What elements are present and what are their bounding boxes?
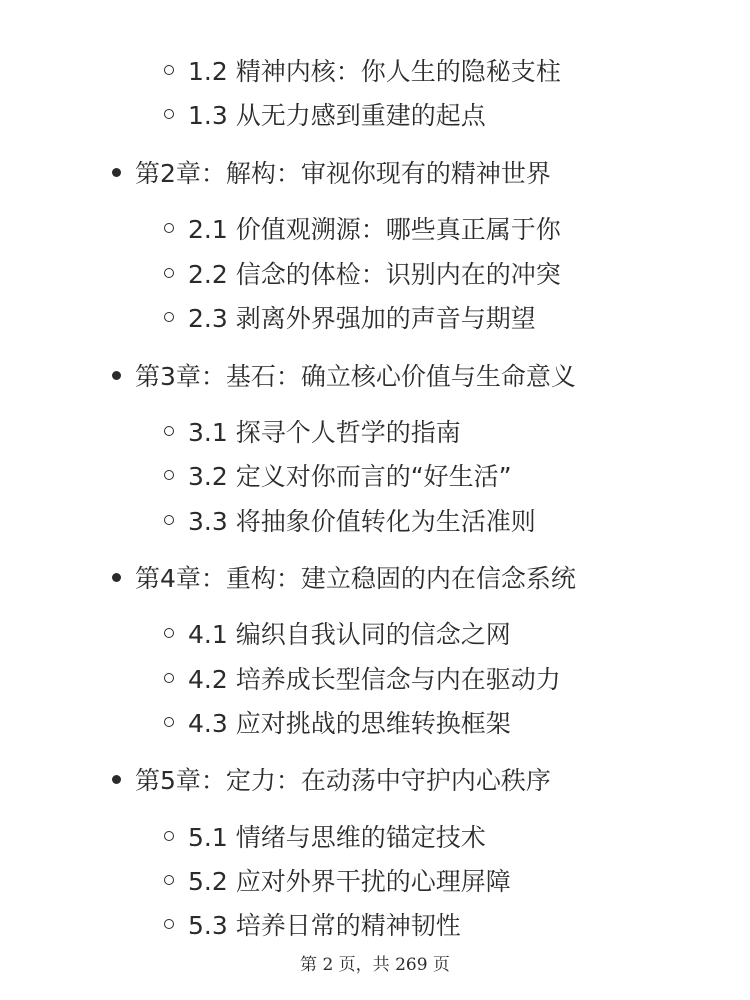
toc-section-label: 2.2 信念的体检：识别内在的冲突 <box>188 260 561 289</box>
page-number-footer: 第 2 页，共 269 页 <box>300 955 450 975</box>
hollow-bullet-icon <box>164 109 174 119</box>
filled-bullet-icon <box>112 775 121 784</box>
toc-section-label: 3.1 探寻个人哲学的指南 <box>188 418 461 447</box>
hollow-bullet-icon <box>164 717 174 727</box>
toc-chapter-item <box>112 154 551 190</box>
toc-section-label: 1.3 从无力感到重建的起点 <box>188 101 486 130</box>
toc-chapter-label: 第4章：重构：建立稳固的内在信念系统 <box>135 564 576 593</box>
toc-section-item <box>164 502 536 538</box>
filled-bullet-icon <box>112 168 121 177</box>
toc-section-item <box>164 52 561 88</box>
toc-section-item <box>164 660 561 696</box>
toc-section-item <box>164 457 512 493</box>
toc-section-label: 4.2 培养成长型信念与内在驱动力 <box>188 665 561 694</box>
toc-section-item <box>164 818 486 854</box>
toc-section-item <box>164 96 486 132</box>
filled-bullet-icon <box>112 573 121 582</box>
toc-section-item <box>164 210 561 246</box>
toc-chapter-item <box>112 559 576 595</box>
toc-section-label: 4.1 编织自我认同的信念之网 <box>188 620 511 649</box>
hollow-bullet-icon <box>164 831 174 841</box>
toc-section-label: 2.1 价值观溯源：哪些真正属于你 <box>188 215 561 244</box>
toc-section-label: 3.3 将抽象价值转化为生活准则 <box>188 507 536 536</box>
toc-section-item <box>164 704 511 740</box>
toc-section-item <box>164 413 461 449</box>
hollow-bullet-icon <box>164 312 174 322</box>
toc-chapter-item <box>112 357 576 393</box>
filled-bullet-icon <box>112 371 121 380</box>
toc-section-label: 5.3 培养日常的精神韧性 <box>188 911 461 940</box>
toc-section-item <box>164 615 511 651</box>
hollow-bullet-icon <box>164 65 174 75</box>
toc-section-item <box>164 906 461 942</box>
hollow-bullet-icon <box>164 875 174 885</box>
toc-chapter-label: 第5章：定力：在动荡中守护内心秩序 <box>135 766 551 795</box>
toc-section-item <box>164 255 561 291</box>
toc-section-label: 5.2 应对外界干扰的心理屏障 <box>188 867 511 896</box>
hollow-bullet-icon <box>164 426 174 436</box>
toc-chapter-label: 第2章：解构：审视你现有的精神世界 <box>135 159 551 188</box>
toc-section-item <box>164 299 536 335</box>
hollow-bullet-icon <box>164 268 174 278</box>
hollow-bullet-icon <box>164 673 174 683</box>
hollow-bullet-icon <box>164 223 174 233</box>
toc-section-label: 2.3 剥离外界强加的声音与期望 <box>188 304 536 333</box>
toc-section-label: 5.1 情绪与思维的锚定技术 <box>188 823 486 852</box>
toc-section-label: 4.3 应对挑战的思维转换框架 <box>188 709 511 738</box>
toc-chapter-label: 第3章：基石：确立核心价值与生命意义 <box>135 362 576 391</box>
toc-chapter-item <box>112 761 551 797</box>
hollow-bullet-icon <box>164 515 174 525</box>
hollow-bullet-icon <box>164 919 174 929</box>
toc-section-label: 1.2 精神内核：你人生的隐秘支柱 <box>188 57 561 86</box>
toc-section-item <box>164 862 511 898</box>
toc-section-label: 3.2 定义对你而言的“好生活” <box>188 462 512 491</box>
hollow-bullet-icon <box>164 628 174 638</box>
hollow-bullet-icon <box>164 470 174 480</box>
